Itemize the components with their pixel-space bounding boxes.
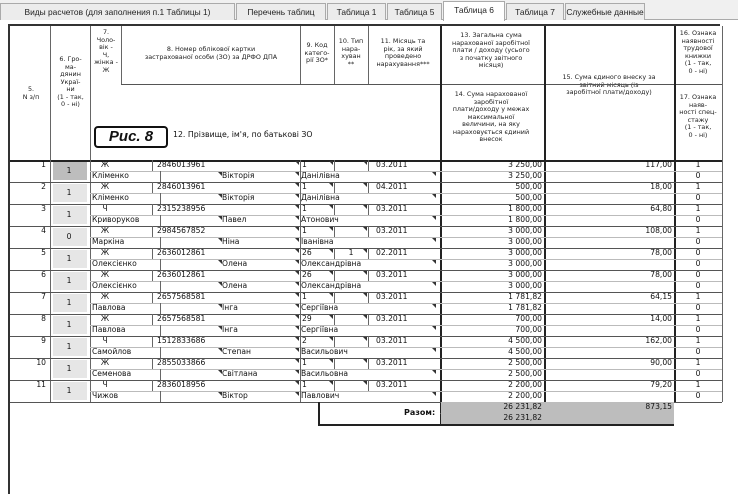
comment-marker-icon: [295, 348, 299, 352]
month-value[interactable]: 03.2011: [376, 358, 408, 367]
category-value[interactable]: 26: [302, 248, 312, 257]
totals-label: Разом:: [404, 408, 436, 417]
comment-marker-icon: [363, 205, 367, 209]
header-col-13: 13. Загальна сума нарахованої заробітної плати / доходу (усього з початку звітного місяця): [452, 32, 530, 69]
limited-income-value[interactable]: 3 250,00: [508, 171, 542, 180]
patronymic[interactable]: Павлович: [301, 391, 340, 400]
patronymic[interactable]: Сергіївна: [301, 303, 339, 312]
sex-value[interactable]: Ж: [100, 358, 110, 367]
header-col-5: 5. N з/п: [22, 86, 40, 101]
limited-income-value[interactable]: 2 200,00: [508, 391, 542, 400]
header-col-6: 6. Гро- ма- дянин Украї- ни (1 - так, 0 - ні): [57, 56, 84, 108]
row-number[interactable]: 8: [41, 314, 46, 323]
accrual-type-value[interactable]: 1: [348, 248, 354, 257]
comment-marker-icon: [363, 227, 367, 231]
comment-marker-icon: [432, 304, 436, 308]
first-name[interactable]: Вікторія: [222, 171, 255, 180]
contribution-value[interactable]: 64,15: [650, 292, 672, 301]
limited-income-value[interactable]: 3 000,00: [508, 237, 542, 246]
sheet-tab-7[interactable]: Служебные данные: [565, 3, 645, 20]
comment-marker-icon: [363, 183, 367, 187]
special-service-flag[interactable]: 0: [695, 193, 701, 202]
comment-marker-icon: [295, 216, 299, 220]
last-name[interactable]: Олексієнко: [92, 259, 137, 268]
month-value[interactable]: 04.2011: [376, 182, 408, 191]
month-value[interactable]: 03.2011: [376, 160, 408, 169]
first-name[interactable]: Павел: [222, 215, 247, 224]
comment-marker-icon: [218, 216, 222, 220]
tax-id-value[interactable]: 2657568581: [157, 292, 206, 301]
comment-marker-icon: [432, 392, 436, 396]
comment-marker-icon: [295, 282, 299, 286]
limited-income-value[interactable]: 700,00: [515, 325, 542, 334]
comment-marker-icon: [329, 183, 333, 187]
comment-marker-icon: [363, 161, 367, 165]
sex-value[interactable]: Ч: [102, 380, 108, 389]
comment-marker-icon: [329, 293, 333, 297]
patronymic[interactable]: Олександрівна: [301, 281, 362, 290]
tax-id-value[interactable]: 2846013961: [157, 182, 206, 191]
header-col-10: 10. Тип нара- хуван **: [338, 38, 364, 68]
header-col-8: 8. Номер облікової картки застрахованої особи (ЗО) за ДРФО ДПА: [144, 46, 278, 61]
comment-marker-icon: [363, 381, 367, 385]
total-income-value[interactable]: 3 000,00: [508, 248, 542, 257]
total-income-value[interactable]: 4 500,00: [508, 336, 542, 345]
special-service-flag[interactable]: 0: [695, 281, 701, 290]
citizen-value[interactable]: 1: [66, 298, 72, 307]
row-number[interactable]: 3: [41, 204, 46, 213]
limited-income-value[interactable]: 1 800,00: [508, 215, 542, 224]
row-number[interactable]: 7: [41, 292, 46, 301]
total-income-value[interactable]: 1 800,00: [508, 204, 542, 213]
comment-marker-icon: [218, 326, 222, 330]
row-number[interactable]: 2: [41, 182, 46, 191]
last-name[interactable]: Олексієнко: [92, 281, 137, 290]
first-name[interactable]: Світлана: [222, 369, 258, 378]
month-value[interactable]: 03.2011: [376, 292, 408, 301]
sex-value[interactable]: Ж: [100, 314, 110, 323]
special-service-flag[interactable]: 0: [695, 171, 701, 180]
comment-marker-icon: [432, 260, 436, 264]
workbook-flag[interactable]: 1: [695, 292, 701, 301]
comment-marker-icon: [295, 326, 299, 330]
tax-id-value[interactable]: 2836018956: [157, 380, 206, 389]
header-col-17: 17. Ознака наяв- ності спец- стажу (1 - так, 0 - ні): [679, 94, 717, 139]
tax-id-value[interactable]: 2657568581: [157, 314, 206, 323]
last-name[interactable]: Чижов: [92, 391, 119, 400]
grid-vline: [121, 26, 122, 84]
contribution-value[interactable]: 117,00: [645, 160, 672, 169]
row-number[interactable]: 4: [41, 226, 46, 235]
comment-marker-icon: [329, 205, 333, 209]
grid-vline: [318, 402, 320, 424]
comment-marker-icon: [363, 249, 367, 253]
category-value[interactable]: 26: [302, 270, 312, 279]
tax-id-value[interactable]: 2855033866: [157, 358, 206, 367]
sex-value[interactable]: Ч: [102, 204, 108, 213]
workbook-flag[interactable]: 0: [695, 270, 701, 279]
category-value[interactable]: 1: [302, 380, 307, 389]
last-name[interactable]: Семенова: [92, 369, 132, 378]
tax-id-value[interactable]: 1512833686: [157, 336, 206, 345]
comment-marker-icon: [363, 315, 367, 319]
comment-marker-icon: [329, 161, 333, 165]
comment-marker-icon: [432, 216, 436, 220]
comment-marker-icon: [295, 315, 299, 319]
header-col-12: 12. Прізвище, ім'я, по батькові ЗО: [173, 130, 313, 139]
first-name[interactable]: Віктор: [222, 391, 248, 400]
sex-value[interactable]: Ж: [100, 182, 110, 191]
grid-vline: [334, 26, 335, 84]
special-service-flag[interactable]: 0: [695, 303, 701, 312]
contribution-value[interactable]: 79,20: [650, 380, 672, 389]
row-number[interactable]: 5: [41, 248, 46, 257]
last-name[interactable]: Павлова: [92, 303, 126, 312]
total-income-value[interactable]: 2 200,00: [508, 380, 542, 389]
grid-hline: [121, 84, 440, 85]
month-value[interactable]: 03.2011: [376, 226, 408, 235]
comment-marker-icon: [329, 315, 333, 319]
total-income-value[interactable]: 700,00: [515, 314, 542, 323]
workbook-flag[interactable]: 0: [695, 248, 701, 257]
comment-marker-icon: [295, 370, 299, 374]
last-name[interactable]: Кліменко: [92, 193, 129, 202]
category-value[interactable]: 1: [302, 358, 307, 367]
comment-marker-icon: [329, 359, 333, 363]
figure-label: Рис. 8: [94, 126, 168, 148]
contribution-value[interactable]: 162,00: [645, 336, 672, 345]
comment-marker-icon: [218, 392, 222, 396]
comment-marker-icon: [295, 172, 299, 176]
workbook-flag[interactable]: 1: [695, 380, 701, 389]
comment-marker-icon: [218, 370, 222, 374]
comment-marker-icon: [329, 227, 333, 231]
grid-vline: [722, 26, 723, 402]
workbook-flag[interactable]: 1: [695, 336, 701, 345]
total-income-value[interactable]: 2 500,00: [508, 358, 542, 367]
sex-value[interactable]: Ж: [100, 248, 110, 257]
totals-limited: 26 231,82: [503, 413, 542, 422]
patronymic[interactable]: Атонович: [301, 215, 339, 224]
sheet-tab-6[interactable]: Таблица 7: [506, 3, 564, 20]
sheet-tab-5[interactable]: Таблица 6: [443, 1, 505, 21]
workbook-flag[interactable]: 1: [695, 358, 701, 367]
first-name[interactable]: Вікторія: [222, 193, 255, 202]
comment-marker-icon: [432, 326, 436, 330]
sheet-tab-2[interactable]: Перечень таблиц: [236, 3, 326, 20]
limited-income-value[interactable]: 4 500,00: [508, 347, 542, 356]
row-number[interactable]: 10: [36, 358, 46, 367]
special-service-flag[interactable]: 0: [695, 347, 701, 356]
comment-marker-icon: [329, 271, 333, 275]
workbook-flag[interactable]: 1: [695, 226, 701, 235]
category-value[interactable]: 1: [302, 204, 307, 213]
workbook-flag[interactable]: 1: [695, 182, 701, 191]
category-value[interactable]: 2: [302, 336, 307, 345]
comment-marker-icon: [218, 282, 222, 286]
month-value[interactable]: 03.2011: [376, 314, 408, 323]
patronymic[interactable]: Васильовна: [301, 369, 349, 378]
comment-marker-icon: [363, 359, 367, 363]
comment-marker-icon: [218, 238, 222, 242]
table-6-sheet: [8, 24, 720, 494]
comment-marker-icon: [295, 183, 299, 187]
header-col-15: 15. Сума єдиного внеску за заробітної плати/доходу): [562, 74, 656, 96]
comment-marker-icon: [432, 370, 436, 374]
grid-vline: [368, 26, 369, 84]
patronymic[interactable]: Олександрівна: [301, 259, 362, 268]
last-name[interactable]: Маркіна: [92, 237, 125, 246]
category-value[interactable]: 29: [302, 314, 312, 323]
header-col-16: 16. Ознака наявності трудової книжки (1 - так, 0 - ні): [679, 30, 717, 75]
patronymic[interactable]: Сергіївна: [301, 325, 339, 334]
header-col-7: 7. Чоло- вік - Ч, жінка - Ж: [94, 29, 118, 74]
comment-marker-icon: [295, 161, 299, 165]
first-name[interactable]: Олена: [222, 281, 248, 290]
comment-marker-icon: [295, 359, 299, 363]
sex-value[interactable]: Ж: [100, 160, 110, 169]
first-name[interactable]: Інга: [222, 303, 238, 312]
comment-marker-icon: [218, 194, 222, 198]
month-value[interactable]: 03.2011: [376, 270, 408, 279]
grid-hline: [318, 424, 674, 426]
special-service-flag[interactable]: 0: [695, 325, 701, 334]
contribution-value[interactable]: 90,00: [650, 358, 672, 367]
comment-marker-icon: [295, 293, 299, 297]
total-income-value[interactable]: 500,00: [515, 182, 542, 191]
comment-marker-icon: [295, 205, 299, 209]
comment-marker-icon: [363, 271, 367, 275]
special-service-flag[interactable]: 0: [695, 237, 701, 246]
total-income-value[interactable]: 3 000,00: [508, 226, 542, 235]
citizen-value[interactable]: 1: [66, 364, 72, 373]
sex-value[interactable]: Ж: [100, 226, 110, 235]
limited-income-value[interactable]: 3 000,00: [508, 281, 542, 290]
header-col-9: 9. Код катего- рії ЗО*: [304, 42, 330, 64]
sheet-tab-4[interactable]: Таблица 5: [387, 3, 442, 20]
sheet-tab-3[interactable]: Таблица 1: [327, 3, 386, 20]
month-value[interactable]: 03.2011: [376, 380, 408, 389]
comment-marker-icon: [432, 282, 436, 286]
sex-value[interactable]: Ч: [102, 336, 108, 345]
category-value[interactable]: 1: [302, 160, 307, 169]
grid-vline: [300, 26, 301, 84]
comment-marker-icon: [363, 337, 367, 341]
patronymic[interactable]: Данілівна: [301, 193, 340, 202]
header-col-14: 14. Сума нарахованої заробітної плати/доходу у межах максимальної величини, на яку нараховується єдиний внесок: [452, 91, 530, 143]
special-service-flag[interactable]: 0: [695, 369, 701, 378]
row-number[interactable]: 1: [41, 160, 46, 169]
comment-marker-icon: [295, 392, 299, 396]
comment-marker-icon: [432, 238, 436, 242]
comment-marker-icon: [295, 271, 299, 275]
citizen-value[interactable]: 1: [66, 320, 72, 329]
comment-marker-icon: [218, 348, 222, 352]
workbook-flag[interactable]: 1: [695, 204, 701, 213]
limited-income-value[interactable]: 500,00: [515, 193, 542, 202]
comment-marker-icon: [329, 249, 333, 253]
row-number[interactable]: 11: [36, 380, 46, 389]
total-income-value[interactable]: 3 000,00: [508, 270, 542, 279]
citizen-value[interactable]: 1: [66, 386, 72, 395]
totals-total: 26 231,82: [503, 402, 542, 411]
special-service-flag[interactable]: 0: [695, 259, 701, 268]
category-value[interactable]: 1: [302, 292, 307, 301]
month-value[interactable]: 03.2011: [376, 336, 408, 345]
sheet-tab-bar: [0, 0, 738, 20]
contribution-value[interactable]: 64,80: [650, 204, 672, 213]
comment-marker-icon: [329, 381, 333, 385]
limited-income-value[interactable]: 2 500,00: [508, 369, 542, 378]
header-col-11: 11. Місяць та рік, за який проведено нарахування***: [376, 38, 430, 68]
comment-marker-icon: [295, 337, 299, 341]
month-value[interactable]: 03.2011: [376, 204, 408, 213]
comment-marker-icon: [432, 194, 436, 198]
comment-marker-icon: [295, 304, 299, 308]
category-value[interactable]: 1: [302, 226, 307, 235]
citizen-value[interactable]: 0: [66, 232, 72, 241]
row-number[interactable]: 9: [41, 336, 46, 345]
last-name[interactable]: Кліменко: [92, 171, 129, 180]
limited-income-value[interactable]: 1 781,82: [508, 303, 542, 312]
comment-marker-icon: [295, 227, 299, 231]
grid-hline: [440, 84, 722, 85]
row-number[interactable]: 6: [41, 270, 46, 279]
workbook-flag[interactable]: 1: [695, 314, 701, 323]
tax-id-value[interactable]: 2636012861: [157, 270, 206, 279]
tax-id-value[interactable]: 2846013961: [157, 160, 206, 169]
totals-fee: 873,15: [645, 402, 672, 411]
citizen-value[interactable]: 1: [66, 254, 72, 263]
comment-marker-icon: [432, 348, 436, 352]
comment-marker-icon: [218, 172, 222, 176]
last-name[interactable]: Криворуков: [92, 215, 140, 224]
citizen-value[interactable]: 1: [66, 166, 72, 175]
first-name[interactable]: Степан: [222, 347, 251, 356]
first-name[interactable]: Ніна: [222, 237, 240, 246]
contribution-value[interactable]: 78,00: [650, 248, 672, 257]
comment-marker-icon: [295, 381, 299, 385]
category-value[interactable]: 1: [302, 182, 307, 191]
special-service-flag[interactable]: 0: [695, 215, 701, 224]
first-name[interactable]: Олена: [222, 259, 248, 268]
contribution-value[interactable]: 78,00: [650, 270, 672, 279]
last-name[interactable]: Павлова: [92, 325, 126, 334]
comment-marker-icon: [295, 238, 299, 242]
sex-value[interactable]: Ж: [100, 292, 110, 301]
comment-marker-icon: [432, 172, 436, 176]
citizen-value[interactable]: 1: [66, 342, 72, 351]
comment-marker-icon: [218, 260, 222, 264]
workbook-flag[interactable]: 1: [695, 160, 701, 169]
tax-id-value[interactable]: 2984567852: [157, 226, 206, 235]
special-service-flag[interactable]: 0: [695, 391, 701, 400]
sex-value[interactable]: Ж: [100, 270, 110, 279]
comment-marker-icon: [295, 260, 299, 264]
patronymic[interactable]: Васильович: [301, 347, 348, 356]
limited-income-value[interactable]: 3 000,00: [508, 259, 542, 268]
comment-marker-icon: [363, 293, 367, 297]
tax-id-value[interactable]: 2636012861: [157, 248, 206, 257]
month-value[interactable]: 02.2011: [376, 248, 408, 257]
citizen-value[interactable]: 1: [66, 188, 72, 197]
comment-marker-icon: [295, 249, 299, 253]
sheet-tab-1[interactable]: Виды расчетов (для заполнения п.1 Таблицы 1): [0, 3, 235, 20]
total-income-value[interactable]: 3 250,00: [508, 160, 542, 169]
patronymic[interactable]: Данілівна: [301, 171, 340, 180]
last-name[interactable]: Самойлов: [92, 347, 132, 356]
patronymic[interactable]: Іванівна: [301, 237, 334, 246]
first-name[interactable]: Інга: [222, 325, 238, 334]
comment-marker-icon: [295, 194, 299, 198]
contribution-value[interactable]: 18,00: [650, 182, 672, 191]
tax-id-value[interactable]: 2315238956: [157, 204, 206, 213]
citizen-value[interactable]: 1: [66, 210, 72, 219]
contribution-value[interactable]: 108,00: [645, 226, 672, 235]
comment-marker-icon: [218, 304, 222, 308]
total-income-value[interactable]: 1 781,82: [508, 292, 542, 301]
comment-marker-icon: [329, 337, 333, 341]
contribution-value[interactable]: 14,00: [650, 314, 672, 323]
citizen-value[interactable]: 1: [66, 276, 72, 285]
